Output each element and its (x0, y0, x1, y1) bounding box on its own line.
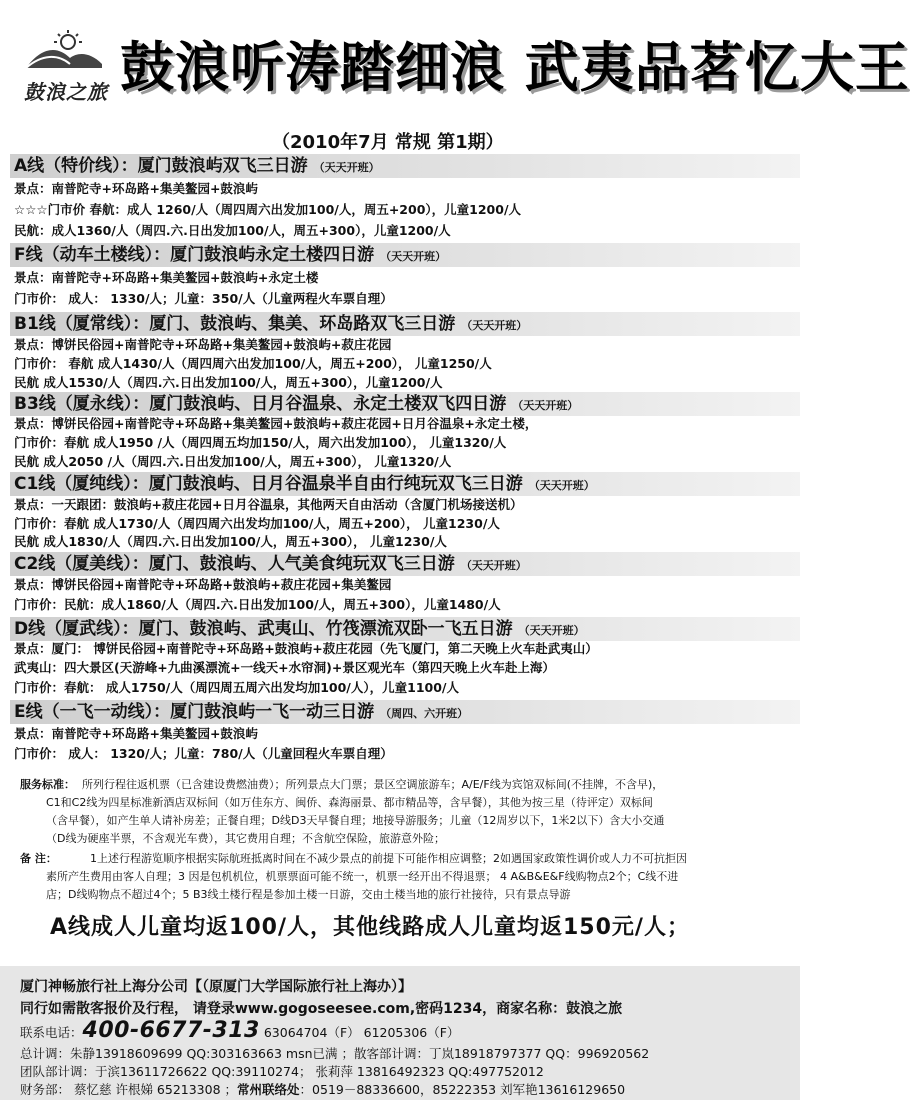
route-f-title-bar (10, 243, 800, 267)
remarks-line: 素所产生费用由客人自理；3 因是包机机位，机票票面可能不统一，机票一经开出不得退票； 4 A&B&E&F线购物点2个；C线不进 (46, 870, 679, 883)
route-a-price-spring: ☆☆☆门市价 春航：成人 1260/人（周四周六出发加100/人，周五+200），儿童1200/人 (14, 202, 522, 217)
remarks-line: 1上述行程游览顺序根据实际航班抵离时间在不减少景点的前提下可能作相应调整；2如遇国家政策性调价或人力不可抗拒因 (90, 852, 687, 865)
service-line: 所列行程往返机票（已含建设费燃油费）；所列景点大门票；景区空调旅游车；A/E/F线为宾馆双标间(不挂牌，不含早)， (82, 778, 664, 791)
service-line: C1和C2线为四星标准新酒店双标间（如万佳东方、闽侨、森海丽景、都市精品等，含早餐），其他为按三星（待评定）双标间 (46, 796, 653, 809)
footer-company: 厦门神畅旅行社上海分公司【（原厦门大学国际旅行社上海办）】 (20, 979, 412, 995)
route-b3-price-spring: 门市价：春航 成人1950 /人（周四周五均加150/人，周六出发加100）， 儿童1320/人 (14, 435, 507, 450)
route-c1-price-civil: 民航 成人1830/人（周四.六.日出发加100/人，周五+300）， 儿童1230/人 (14, 534, 447, 549)
route-schedule-note: （周四、六开班） (380, 707, 469, 720)
route-b1-title-bar (10, 312, 800, 336)
route-d-price: 门市价：春航： 成人1750/人（周四周五周六出发均加100/人），儿童1100/人 (14, 680, 459, 695)
route-schedule-note: （天天开班） (512, 399, 579, 412)
route-b1-attractions: 景点：博饼民俗园+南普陀寺+环岛路+集美鳌园+鼓浪屿+菽庄花园 (14, 337, 392, 352)
route-d-attractions-xiamen: 景点：厦门： 博饼民俗园+南普陀寺+环岛路+鼓浪屿+菽庄花园（先飞厦门，第二天晚上火车赴武夷山） (14, 641, 598, 656)
route-schedule-note: （天天开班） (528, 479, 595, 492)
route-c1-price-spring: 门市价：春航 成人1730/人（周四周六出发均加100/人，周五+200）， 儿童1230/人 (14, 516, 500, 531)
route-a-title-bar (10, 154, 800, 178)
route-c1-attractions: 景点：一天跟团：鼓浪屿+菽庄花园+日月谷温泉，其他两天自由活动（含厦门机场接送机） (14, 497, 523, 512)
route-title: B1线（厦常线）：厦门、鼓浪屿、集美、环岛路双飞三日游 (14, 314, 456, 334)
issue-label: （2010年7月 常规 第1期） (272, 132, 504, 153)
route-c1-title-bar (10, 472, 800, 496)
route-b3-attractions: 景点：博饼民俗园+南普陀寺+环岛路+集美鳌园+鼓浪屿+菽庄花园+日月谷温泉+永定土楼， (14, 416, 538, 431)
route-title: C2线（厦美线）：厦门、鼓浪屿、人气美食纯玩双飞三日游 (14, 554, 455, 574)
remarks-line: 店；D线购物点不超过4个；5 B3线土楼行程是参加土楼一日游，交由土楼当地的旅行社接待，只有景点导游 (46, 888, 571, 901)
logo (18, 28, 118, 108)
sun-mountain-icon (18, 28, 108, 76)
main-title: 鼓浪听涛踏细浪 武夷品茗忆大王 (120, 35, 910, 99)
route-f-price: 门市价： 成人： 1330/人；儿童：350/人（儿童两程火车票自理） (14, 291, 393, 306)
route-b1-price-civil: 民航 成人1530/人（周四.六.日出发加100/人，周五+300），儿童1200/人 (14, 375, 443, 390)
route-schedule-note: （天天开班） (518, 624, 585, 637)
route-title: C1线（厦纯线）：厦门鼓浪屿、日月谷温泉半自由行纯玩双飞三日游 (14, 474, 523, 494)
route-e-title-bar (10, 700, 800, 724)
contact-label: 联系电话： (20, 1025, 83, 1040)
fax-numbers: 63064704（F） 61205306（F） (259, 1025, 460, 1040)
route-a-attractions: 景点：南普陀寺+环岛路+集美鳌园+鼓浪屿 (14, 181, 258, 196)
route-title: A线（特价线）：厦门鼓浪屿双飞三日游 (14, 156, 308, 176)
changzhou-office-label: 常州联络处 (237, 1082, 300, 1097)
route-e-attractions: 景点：南普陀寺+环岛路+集美鳌园+鼓浪屿 (14, 726, 258, 741)
footer-login-info: 同行如需散客报价及行程， 请登录www.gogoseesee.com,密码1234，商家名称：鼓浪之旅 (20, 1001, 623, 1017)
route-d-attractions-wuyishan: 武夷山：四大景区(天游峰+九曲溪漂流+一线天+水帘洞)+景区观光车（第四天晚上火车赴上海） (14, 660, 555, 675)
service-label: 服务标准： (20, 778, 75, 791)
service-line: （D线为硬座半票，不含观光车费），其它费用自理；不含航空保险，旅游意外险； (46, 832, 445, 845)
logo-text: 鼓浪之旅 (24, 80, 108, 104)
footer-contact (20, 1018, 459, 1043)
route-b1-price-spring: 门市价： 春航 成人1430/人（周四周六出发加100/人，周五+200）， 儿童1250/人 (14, 356, 492, 371)
route-c2-price: 门市价：民航：成人1860/人（周四.六.日出发加100/人，周五+300），儿童1480/人 (14, 597, 501, 612)
route-a-price-civil: 民航：成人1360/人（周四.六.日出发加100/人，周五+300），儿童1200/人 (14, 223, 451, 238)
route-schedule-note: （天天开班） (461, 319, 528, 332)
route-e-price: 门市价： 成人： 1320/人；儿童：780/人（儿童回程火车票自理） (14, 746, 393, 761)
footer-finance-line (20, 1080, 625, 1098)
hotline-number[interactable]: 400-6677-313 (82, 1018, 260, 1043)
route-title: D线（厦武线）：厦门、鼓浪屿、武夷山、竹筏漂流双卧一飞五日游 (14, 619, 513, 639)
footer-team-line: 团队部计调：于滨13611726622 QQ:39110274； 张莉萍 13816492323 QQ:497752012 (20, 1064, 544, 1079)
service-line: （含早餐），如产生单人请补房差；正餐自理；D线D3天早餐自理；地接导游服务；儿童（12周岁以下，1米2以下）含大小交通 (46, 814, 665, 827)
route-title: E线（一飞一动线）：厦门鼓浪屿一飞一动三日游 (14, 702, 375, 722)
route-title: B3线（厦永线）：厦门鼓浪屿、日月谷温泉、永定土楼双飞四日游 (14, 394, 507, 414)
remarks-label: 备 注： (20, 852, 57, 865)
route-d-title-bar (10, 617, 800, 641)
route-c2-title-bar (10, 552, 800, 576)
route-f-attractions: 景点：南普陀寺+环岛路+集美鳌园+鼓浪屿+永定土楼 (14, 270, 319, 285)
route-title: F线（动车土楼线）：厦门鼓浪屿永定土楼四日游 (14, 245, 375, 265)
route-schedule-note: （天天开班） (313, 161, 380, 174)
changzhou-office-contacts: ：0519－88336600，85222353 刘军艳13616129650 (299, 1082, 626, 1097)
rebate-banner: A线成人儿童均返100/人，其他线路成人儿童均返150元/人； (50, 915, 690, 940)
footer-dispatch-line: 总计调：朱静13918609699 QQ:303163663 msn已满 ；散客部计调：丁岚18918797377 QQ：996920562 (20, 1046, 650, 1061)
route-b3-price-civil: 民航 成人2050 /人（周四.六.日出发加100/人，周五+300）， 儿童1320/人 (14, 454, 452, 469)
route-b3-title-bar (10, 392, 800, 416)
route-schedule-note: （天天开班） (380, 250, 447, 263)
route-schedule-note: （天天开班） (460, 559, 527, 572)
finance-contacts: 财务部： 蔡忆慈 许根娣 65213308 ； (20, 1082, 238, 1097)
route-c2-attractions: 景点：博饼民俗园+南普陀寺+环岛路+鼓浪屿+菽庄花园+集美鳌园 (14, 577, 392, 592)
